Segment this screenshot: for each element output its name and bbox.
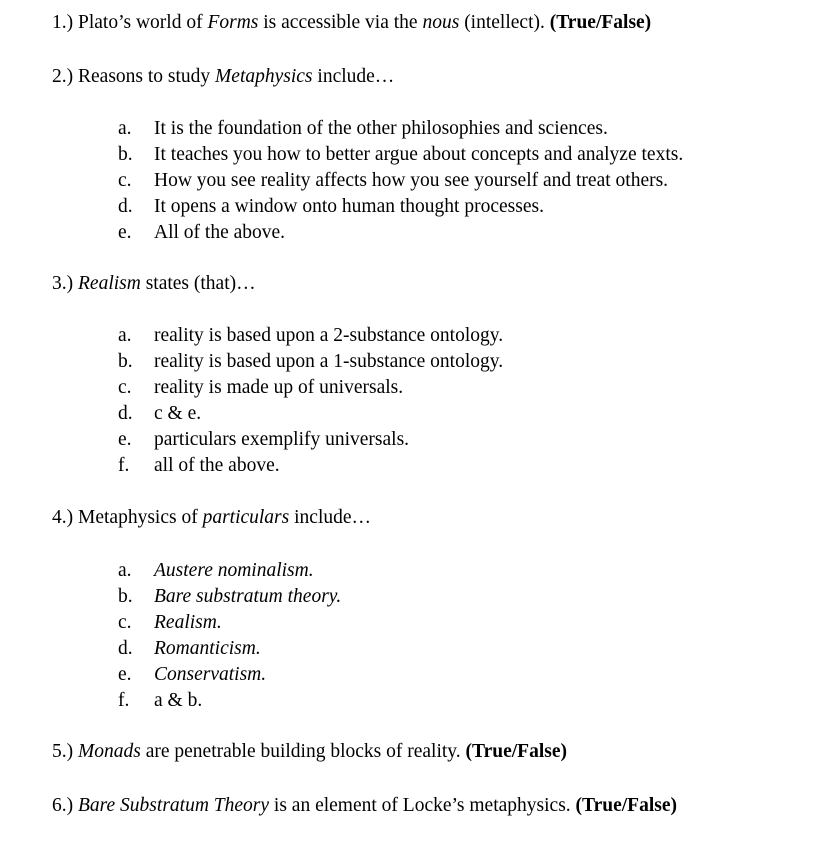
option-text: c & e. [154,403,202,424]
question-text: is an element of Locke’s metaphysics. [269,795,576,816]
option-text: reality is made up of universals. [154,377,404,398]
question-text: include… [289,507,372,528]
option-letter: b. [118,144,133,165]
question-number: 2.) [52,66,74,87]
question-1 [52,11,651,35]
question-number: 3.) [52,273,74,294]
option-letter: e. [118,429,132,450]
question-number: 4.) [52,507,74,528]
option-text: reality is based upon a 1-substance ontology. [154,351,504,372]
question-number: 1.) [52,12,74,33]
question-italic-term: Realism [78,273,141,294]
question-2 [52,65,394,89]
option-letter: c. [118,377,132,398]
option-text: It opens a window onto human thought processes. [154,196,544,217]
option-text: Romanticism. [154,638,261,659]
option-letter: a. [118,325,132,346]
option-letter: f. [118,455,130,476]
question-text: include… [312,66,395,87]
question-text: Reasons to study [78,66,216,87]
question-text: states (that)… [140,273,256,294]
option-letter: a. [118,560,132,581]
question-4 [52,506,371,530]
option-letter: e. [118,664,132,685]
option-text: a & b. [154,690,203,711]
option-text: All of the above. [154,222,286,243]
option-text: How you see reality affects how you see yourself and treat others. [154,170,669,191]
true-false-answer: (True/False) [549,12,652,33]
option-letter: d. [118,638,133,659]
question-6 [52,794,677,818]
true-false-answer: (True/False) [575,795,677,816]
question-text: Metaphysics of [78,507,203,528]
option-letter: f. [118,690,130,711]
option-text: Austere nominalism. [154,560,314,581]
option-text: It teaches you how to better argue about concepts and analyze texts. [154,144,684,165]
option-text: Bare substratum theory. [154,586,342,607]
question-text: Plato’s world of [78,12,208,33]
question-text: (intellect). [459,12,550,33]
question-number: 6.) [52,795,74,816]
question-italic-term: Metaphysics [215,66,313,87]
option-letter: b. [118,586,133,607]
option-letter: d. [118,196,133,217]
true-false-answer: (True/False) [465,741,567,762]
question-text: is accessible via the [258,12,423,33]
question-number: 5.) [52,741,74,762]
question-italic-term: particulars [202,507,290,528]
question-italic-term: Forms [207,12,259,33]
option-text: particulars exemplify universals. [154,429,410,450]
option-letter: b. [118,351,133,372]
option-text: It is the foundation of the other philosophies and sciences. [154,118,608,139]
question-italic-term: Bare Substratum Theory [78,795,270,816]
question-italic-term: nous [422,12,460,33]
question-italic-term: Monads [78,741,141,762]
option-letter: a. [118,118,132,139]
option-letter: e. [118,222,132,243]
option-letter: c. [118,170,132,191]
option-text: reality is based upon a 2-substance ontology. [154,325,504,346]
question-3 [52,272,256,296]
option-letter: d. [118,403,133,424]
option-text: Realism. [154,612,222,633]
question-text: are penetrable building blocks of reality. [140,741,466,762]
question-5 [52,740,567,764]
option-text: all of the above. [154,455,280,476]
option-text: Conservatism. [154,664,267,685]
option-letter: c. [118,612,132,633]
